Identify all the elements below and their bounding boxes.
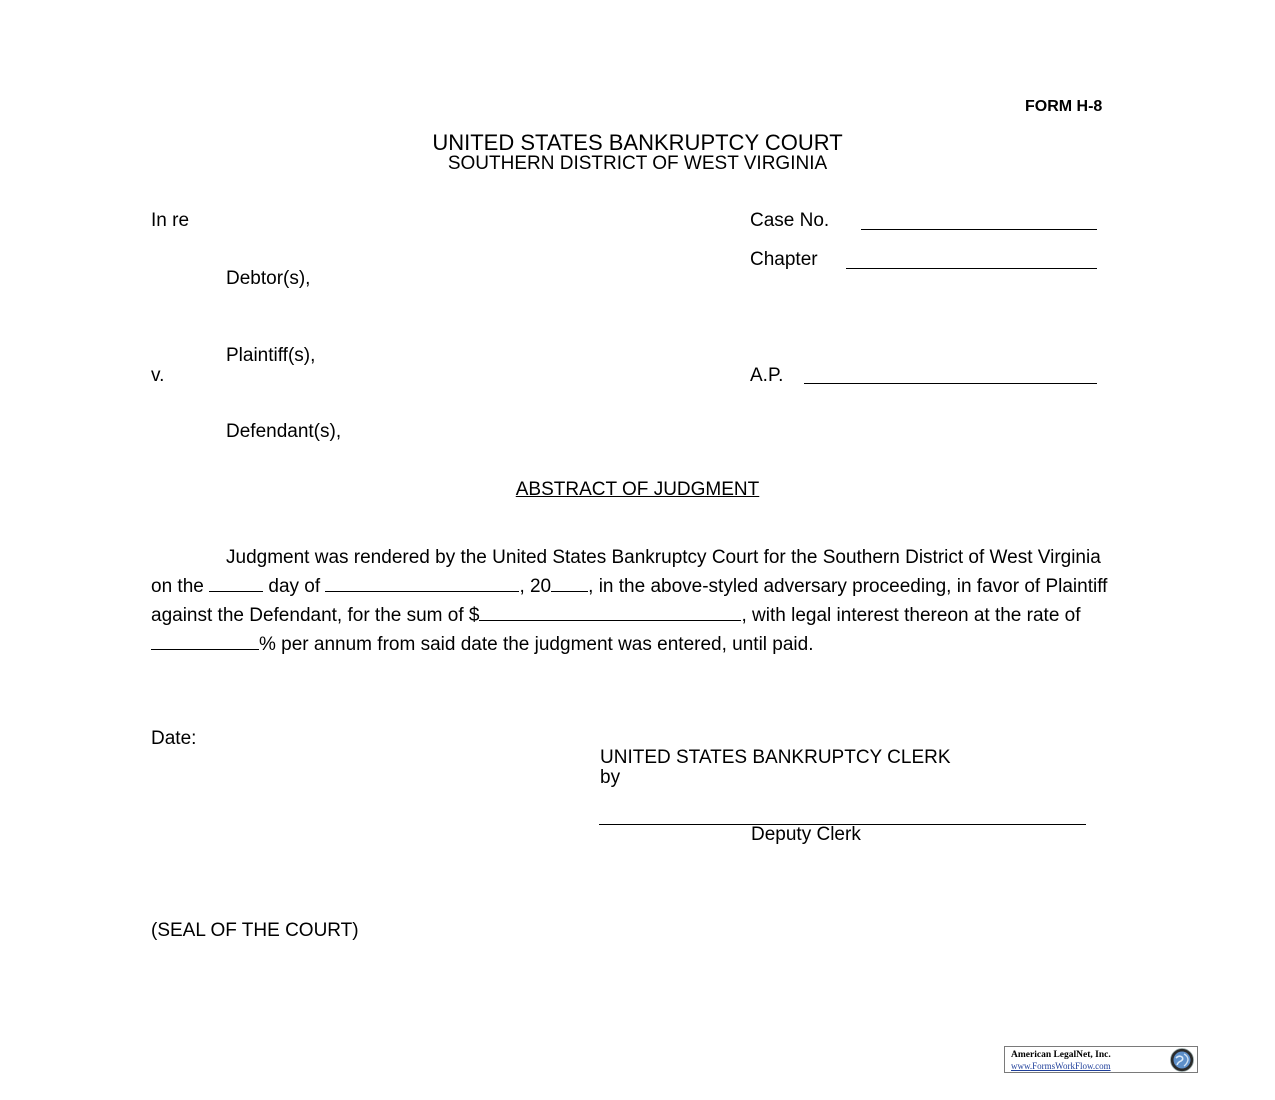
case-no-label: Case No.: [750, 210, 830, 231]
amount-field[interactable]: [479, 603, 741, 621]
day-field[interactable]: [209, 574, 263, 592]
defendant-label: Defendant(s),: [226, 421, 342, 442]
chapter-label: Chapter: [750, 249, 818, 270]
clerk-title: UNITED STATES BANKRUPTCY CLERK: [600, 747, 951, 768]
judgment-paragraph: [151, 543, 1121, 659]
body-text-3: , 20: [519, 576, 552, 597]
seal-label: (SEAL OF THE COURT): [151, 920, 359, 941]
by-label: by: [600, 767, 621, 788]
footer-badge[interactable]: [1004, 1046, 1198, 1073]
in-re-label: In re: [151, 210, 190, 231]
debtor-label: Debtor(s),: [226, 268, 311, 289]
court-district: SOUTHERN DISTRICT OF WEST VIRGINIA: [447, 153, 828, 174]
chapter-field[interactable]: [846, 268, 1097, 269]
badge-url[interactable]: www.FormsWorkFlow.com: [1011, 1061, 1111, 1071]
body-text-2: day of: [268, 576, 321, 597]
ap-label: A.P.: [750, 365, 784, 386]
body-text-6: % per annum from said date the judgment was entered, until paid.: [259, 634, 814, 655]
form-id: FORM H-8: [1025, 98, 1103, 115]
interest-rate-field[interactable]: [151, 632, 259, 650]
plaintiff-label: Plaintiff(s),: [226, 345, 316, 366]
month-field[interactable]: [325, 574, 519, 592]
case-no-field[interactable]: [861, 229, 1097, 230]
body-text-4: , in the above-styled adversary proceeding, in favor of Plaintiff against the Defendant, for the sum of $: [151, 576, 1108, 626]
versus-label: v.: [151, 365, 165, 386]
globe-logo-icon: [1169, 1047, 1195, 1073]
court-title: UNITED STATES BANKRUPTCY COURT: [432, 130, 843, 155]
body-text-5: , with legal interest thereon at the rate of: [741, 605, 1081, 626]
badge-company: American LegalNet, Inc.: [1011, 1050, 1111, 1060]
ap-number-field[interactable]: [804, 383, 1097, 384]
deputy-clerk-label: Deputy Clerk: [751, 824, 861, 845]
year-field[interactable]: [551, 574, 588, 592]
document-title: ABSTRACT OF JUDGMENT: [515, 479, 760, 500]
body-text-1: Judgment was rendered by the United States Bankruptcy Court for the Southern District of West Virginia on the: [151, 547, 1101, 597]
date-label: Date:: [151, 728, 197, 749]
